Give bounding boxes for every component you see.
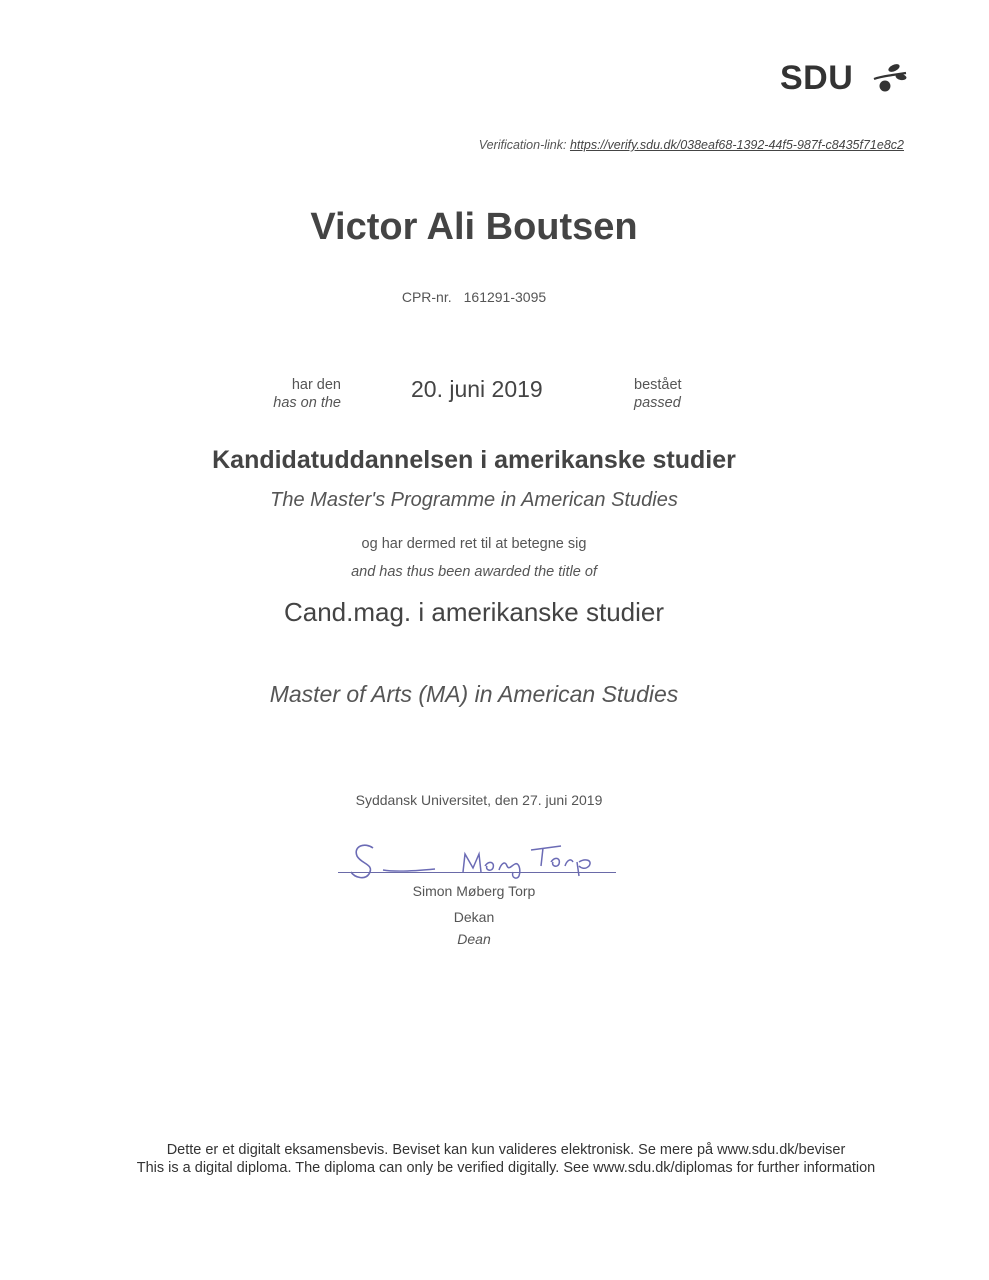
cpr-line <box>0 289 948 305</box>
sdu-logo <box>780 58 910 98</box>
programme-name-en: The Master's Programme in American Studies <box>270 489 678 511</box>
exam-prefix-en: has on the <box>273 395 341 411</box>
footer-note-en: This is a digital diploma. The diploma can only be verified digitally. See www.sdu.dk/diplomas for further information <box>136 1160 876 1176</box>
cpr-label: CPR-nr. <box>401 289 452 305</box>
exam-prefix-da: har den <box>291 377 341 393</box>
degree-title-da: Cand.mag. i amerikanske studier <box>283 597 665 627</box>
cpr-value: 161291-3095 <box>463 289 547 305</box>
issue-place-date: Syddansk Universitet, den 27. juni 2019 <box>355 792 603 808</box>
signature-line <box>338 872 616 873</box>
verification-line <box>479 138 904 152</box>
footer-note-da: Dette er et digitalt eksamensbevis. Beviset kan kun valideres elektronisk. Se mere på www.sdu.dk/beviser <box>166 1142 846 1158</box>
signature <box>335 836 625 882</box>
award-text-da: og har dermed ret til at betegne sig <box>361 536 587 552</box>
signatory-role-da: Dekan <box>453 909 495 925</box>
exam-suffix-da: bestået <box>634 377 682 393</box>
student-name: Victor Ali Boutsen <box>310 206 638 248</box>
exam-prefix <box>273 376 341 412</box>
logo-text: SDU <box>780 59 854 97</box>
exam-date: 20. juni 2019 <box>411 376 543 402</box>
signatory-name: Simon Møberg Torp <box>412 883 536 899</box>
verification-label: Verification-link: <box>478 138 567 152</box>
signatory-role-en: Dean <box>457 931 491 947</box>
award-text-en: and has thus been awarded the title of <box>351 564 597 580</box>
degree-title-en: Master of Arts (MA) in American Studies <box>269 681 679 707</box>
programme-name-da: Kandidatuddannelsen i amerikanske studier <box>212 446 736 474</box>
exam-suffix-en: passed <box>634 395 681 411</box>
olive-branch-icon <box>872 62 908 96</box>
exam-suffix <box>634 376 682 412</box>
verification-link[interactable]: https://verify.sdu.dk/038eaf68-1392-44f5-987f-c8435f71e8c2 <box>569 138 904 152</box>
